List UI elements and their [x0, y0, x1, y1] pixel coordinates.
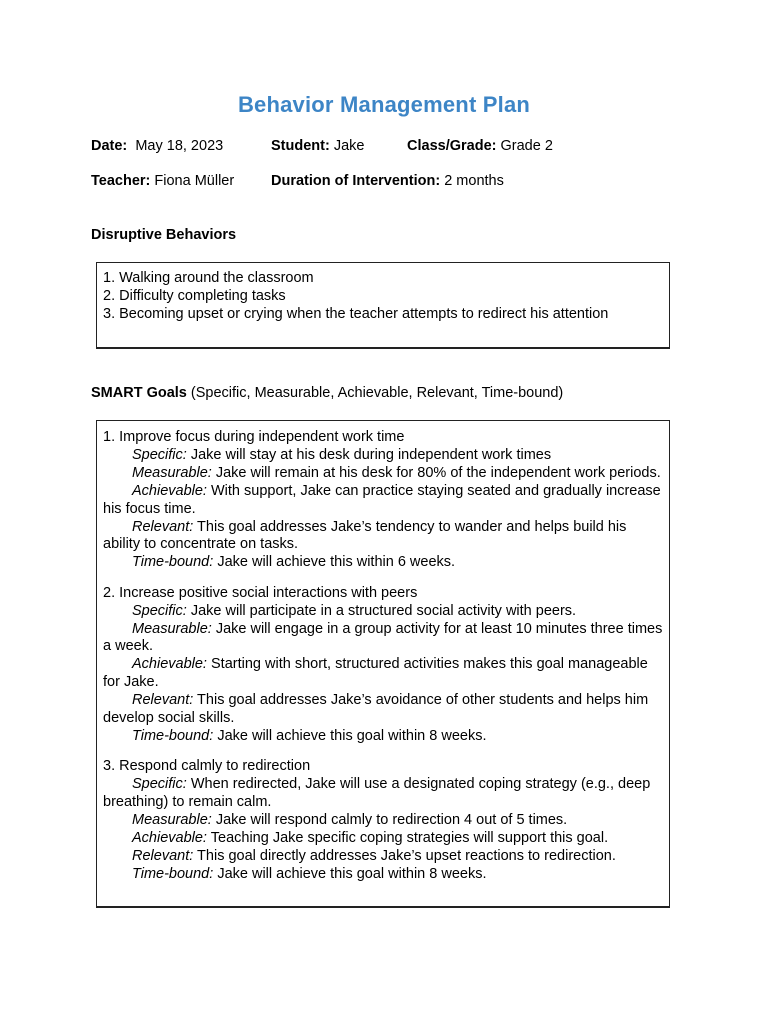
teacher-field	[91, 173, 234, 189]
teacher-value: Fiona Müller	[154, 173, 235, 189]
criterion-label: Measurable:	[132, 464, 212, 481]
behavior-item: 1. Walking around the classroom	[103, 270, 314, 286]
goal-criterion	[103, 465, 663, 483]
criterion-label: Achievable:	[132, 830, 207, 847]
class-grade-label: Class/Grade:	[407, 138, 497, 154]
goal-criterion	[103, 554, 663, 572]
criterion-text: This goal addresses Jake’s tendency to wander and helps build his ability to concentrate on tasks.	[103, 518, 627, 553]
criterion-label: Achievable:	[132, 656, 207, 673]
class-grade-field	[407, 138, 553, 154]
goal-title: 3. Respond calmly to redirection	[103, 758, 311, 775]
criterion-text: This goal addresses Jake’s avoidance of other students and helps him develop social skills.	[103, 692, 649, 727]
behavior-item: 3. Becoming upset or crying when the teacher attempts to redirect his attention	[103, 305, 609, 322]
duration-value: 2 months	[444, 173, 504, 189]
goal-criterion	[103, 812, 663, 830]
criterion-text: Jake will participate in a structured social activity with peers.	[190, 602, 577, 619]
criterion-label: Time-bound:	[132, 554, 214, 571]
goal-title: 1. Improve focus during independent work time	[103, 429, 405, 445]
goal-criterion	[103, 483, 663, 519]
criterion-label: Time-bound:	[132, 865, 214, 882]
criterion-text: Jake will engage in a group activity for at least 10 minutes three times a week.	[103, 620, 663, 655]
goal-criterion	[103, 621, 663, 657]
goal-title: 2. Increase positive social interactions with peers	[103, 584, 418, 601]
class-grade-value: Grade 2	[500, 138, 553, 154]
criterion-label: Relevant:	[132, 692, 194, 709]
criterion-text: Jake will achieve this goal within 8 weeks.	[217, 865, 487, 882]
criterion-label: Achievable:	[132, 482, 207, 499]
student-value: Jake	[333, 138, 365, 154]
goal-criterion	[103, 776, 663, 812]
criterion-text: Starting with short, structured activities makes this goal manageable for Jake.	[103, 656, 648, 691]
smart-goals-heading-note: (Specific, Measurable, Achievable, Relevant, Time-bound)	[190, 385, 564, 401]
date-value: May 18, 2023	[135, 138, 224, 154]
goal-criterion	[103, 848, 663, 866]
document-title: Behavior Management Plan	[237, 92, 531, 117]
date-field	[91, 138, 223, 154]
smart-goals-box	[96, 420, 670, 908]
criterion-text: This goal directly addresses Jake’s upset reactions to redirection.	[197, 847, 616, 864]
student-label: Student:	[271, 138, 330, 154]
goal-criterion	[103, 866, 663, 884]
goal-block	[103, 585, 663, 746]
criterion-label: Measurable:	[132, 620, 212, 637]
disruptive-behaviors-box	[96, 262, 670, 349]
criterion-label: Relevant:	[132, 518, 194, 535]
criterion-text: Jake will stay at his desk during independent work times	[190, 446, 552, 463]
criterion-text: Jake will achieve this goal within 8 weeks.	[217, 728, 487, 744]
goal-criterion	[103, 603, 663, 621]
goal-block	[103, 758, 663, 883]
criterion-label: Measurable:	[132, 812, 212, 829]
disruptive-behaviors-heading-text: Disruptive Behaviors	[91, 227, 237, 243]
criterion-text: Teaching Jake specific coping strategies will support this goal.	[210, 830, 609, 847]
goal-criterion	[103, 728, 663, 746]
date-label: Date:	[91, 138, 128, 154]
criterion-label: Specific:	[132, 446, 187, 463]
criterion-label: Time-bound:	[132, 728, 214, 744]
goal-criterion	[103, 656, 663, 692]
student-field	[271, 138, 364, 154]
smart-goals-heading-text: SMART Goals	[91, 385, 187, 401]
criterion-text: When redirected, Jake will use a designated coping strategy (e.g., deep breathing) to remain calm.	[103, 776, 651, 811]
goal-criterion	[103, 692, 663, 728]
behavior-item: 2. Difficulty completing tasks	[103, 287, 286, 304]
smart-goals-heading	[91, 385, 563, 401]
duration-field	[271, 173, 504, 189]
goal-block	[103, 429, 663, 572]
goal-criterion	[103, 519, 663, 555]
criterion-text: Jake will respond calmly to redirection 4 out of 5 times.	[215, 812, 568, 829]
goal-criterion	[103, 830, 663, 848]
duration-label: Duration of Intervention:	[271, 173, 441, 189]
disruptive-behaviors-heading	[91, 227, 236, 243]
criterion-text: With support, Jake can practice staying seated and gradually increase his focus time.	[103, 482, 661, 517]
criterion-label: Relevant:	[132, 847, 194, 864]
criterion-label: Specific:	[132, 602, 187, 619]
criterion-text: Jake will remain at his desk for 80% of the independent work periods.	[215, 464, 661, 481]
teacher-label: Teacher:	[91, 173, 151, 189]
criterion-text: Jake will achieve this within 6 weeks.	[217, 554, 456, 571]
criterion-label: Specific:	[132, 776, 187, 793]
goal-criterion	[103, 447, 663, 465]
